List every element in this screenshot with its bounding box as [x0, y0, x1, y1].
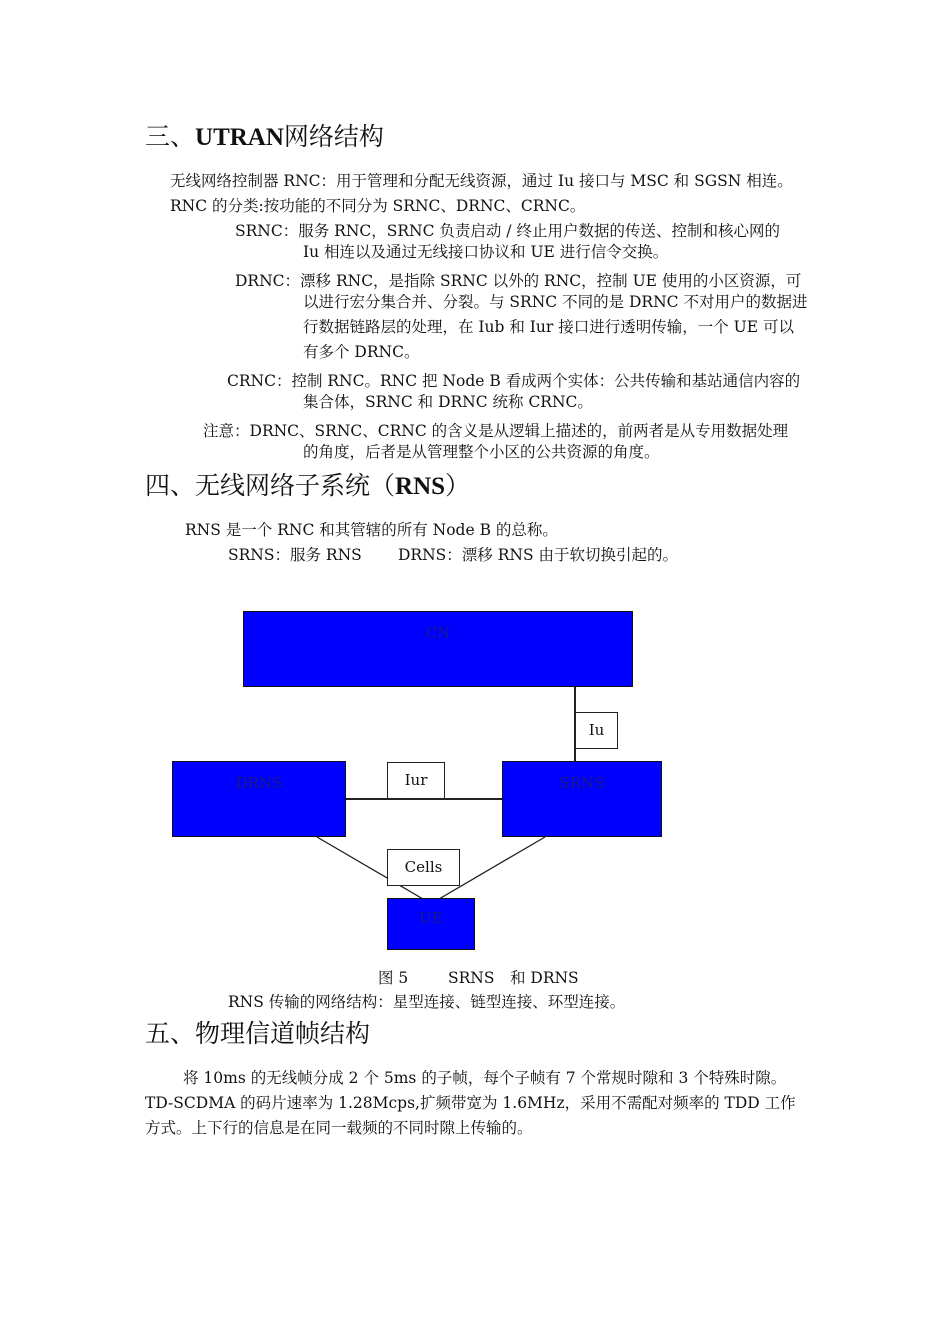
drns-def: DRNS：漂移 RNS 由于软切换引起的。 [398, 546, 678, 564]
paragraph: RNC 的分类:按功能的不同分为 SRNC、DRNC、CRNC。 [170, 197, 586, 215]
ue-box: UE [387, 898, 475, 950]
srns-box: SRNS [502, 761, 662, 837]
srns-def: SRNS：服务 RNS [228, 546, 362, 564]
section-4-heading: 四、无线网络子系统（RNS） [145, 471, 471, 500]
term-drnc: DRNC：漂移 RNC，是指除 SRNC 以外的 RNC，控制 UE 使用的小区资源，可 [235, 272, 802, 290]
paragraph: TD-SCDMA 的码片速率为 1.28Mcps,扩频带宽为 1.6MHz，采用不需配对频率的 TDD 工作 [145, 1094, 796, 1112]
term-srnc-desc: Iu 相连以及通过无线接口协议和 UE 进行信令交换。 [303, 243, 669, 261]
cn-box: CN [243, 611, 633, 687]
paragraph: 无线网络控制器 RNC：用于管理和分配无线资源，通过 Iu 接口与 MSC 和 SGSN 相连。 [170, 172, 793, 190]
term-drnc-desc: 以进行宏分集合并、分裂。与 SRNC 不同的是 DRNC 不对用户的数据进行数据链路层的处理，在 Iub 和 Iur 接口进行透明传输，一个 UE 可以有多个 DRNC。 [303, 293, 808, 361]
section-5-heading: 五、物理信道帧结构 [145, 1019, 371, 1048]
iu-label: Iu [575, 712, 618, 749]
figure-caption-text: SRNS 和 DRNS [448, 969, 579, 987]
paragraph: RNS 是一个 RNC 和其管辖的所有 Node B 的总称。 [185, 521, 558, 539]
paragraph: 方式。上下行的信息是在同一载频的不同时隙上传输的。 [145, 1119, 533, 1137]
section-3-heading: 三、UTRAN网络结构 [145, 122, 384, 151]
cells-label: Cells [387, 849, 460, 886]
term-srnc: SRNC：服务 RNC，SRNC 负责启动 / 终止用户数据的传送、控制和核心网的 [235, 222, 780, 240]
figure-caption-number: 图 5 [378, 969, 409, 987]
note: 注意：DRNC、SRNC、CRNC 的含义是从逻辑上描述的，前两者是从专用数据处理 [203, 422, 789, 440]
iur-label: Iur [387, 762, 445, 799]
drns-box: DRNS [172, 761, 346, 837]
paragraph: RNS 传输的网络结构：星型连接、链型连接、环型连接。 [228, 993, 626, 1011]
paragraph: 将 10ms 的无线帧分成 2 个 5ms 的子帧，每个子帧有 7 个常规时隙和 3 个特殊时隙。 [183, 1069, 787, 1087]
term-crnc: CRNC：控制 RNC。RNC 把 Node B 看成两个实体：公共传输和基站通信内容的 [227, 372, 801, 390]
note-desc: 的角度，后者是从管理整个小区的公共资源的角度。 [303, 443, 660, 461]
term-crnc-desc: 集合体，SRNC 和 DRNC 统称 CRNC。 [303, 393, 593, 411]
